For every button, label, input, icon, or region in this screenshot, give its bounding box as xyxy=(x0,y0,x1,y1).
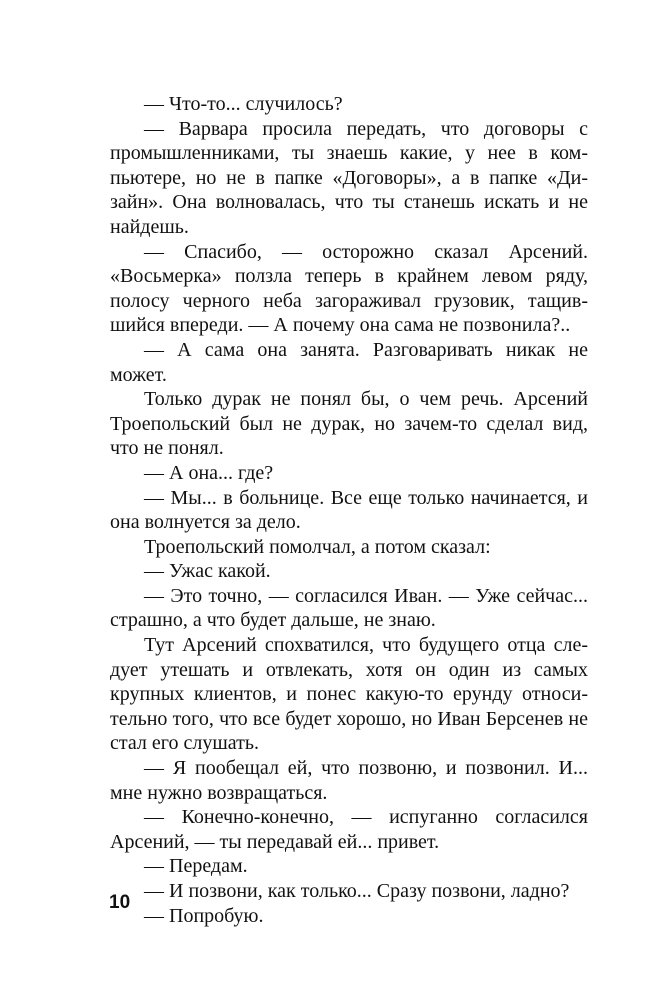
paragraph: Только дурак не понял бы, о чем речь. Арсений Троепольский был не дурак, но зачем-то сделал вид, что не понял. xyxy=(110,388,588,460)
paragraph: — И позвони, как только... Сразу позвони, ладно? xyxy=(144,880,570,902)
paragraph: — Попробую. xyxy=(144,904,264,927)
book-page-text xyxy=(110,92,588,928)
paragraph: — Конечно-конечно, — испуганно согласился Арсений, — ты передавай ей... привет. xyxy=(110,806,588,853)
paragraph: Тут Арсений спохватился, что будущего отца следует утешать и отвлекать, хотя он один из самых крупных клиентов, и понес какую-то ерунду относительно того, что все будет хорошо, но Иван Берсенев не стал его слушать. xyxy=(110,634,588,755)
paragraph: — Мы... в больнице. Все еще только начинается, и она волнуется за дело. xyxy=(110,486,588,534)
paragraph: Троепольский помолчал, а потом сказал: xyxy=(144,535,491,558)
paragraph: — Это точно, — согласился Иван. — Уже сейчас... страшно, а что будет дальше, не знаю. xyxy=(110,584,588,632)
paragraph: — Что-то... случилось? xyxy=(144,93,343,115)
paragraph: — Варвара просила передать, что договоры с промышленниками, ты знаешь какие, у нее в компьютере, но не в папке «Договоры», а в папке «Дизайн». Она волновалась, что ты станешь искать и не найдешь. xyxy=(110,117,588,238)
paragraph: — А сама она занята. Разговаривать никак не может. xyxy=(110,338,588,386)
paragraph: — Передам. xyxy=(144,855,248,878)
page-number: 10 xyxy=(109,892,131,913)
paragraph: — А она... где? xyxy=(144,461,274,484)
paragraph: — Спасибо, — осторожно сказал Арсений. «Восьмерка» ползла теперь в крайнем левом ряду, полосу черного неба загораживал грузовик, тащившийся впереди. — А почему она сама не позвонила?.. xyxy=(110,240,588,337)
paragraph: — Ужас какой. xyxy=(144,560,271,583)
paragraph: — Я пообещал ей, что позвоню, и позвонил. И... мне нужно возвращаться. xyxy=(110,757,588,804)
